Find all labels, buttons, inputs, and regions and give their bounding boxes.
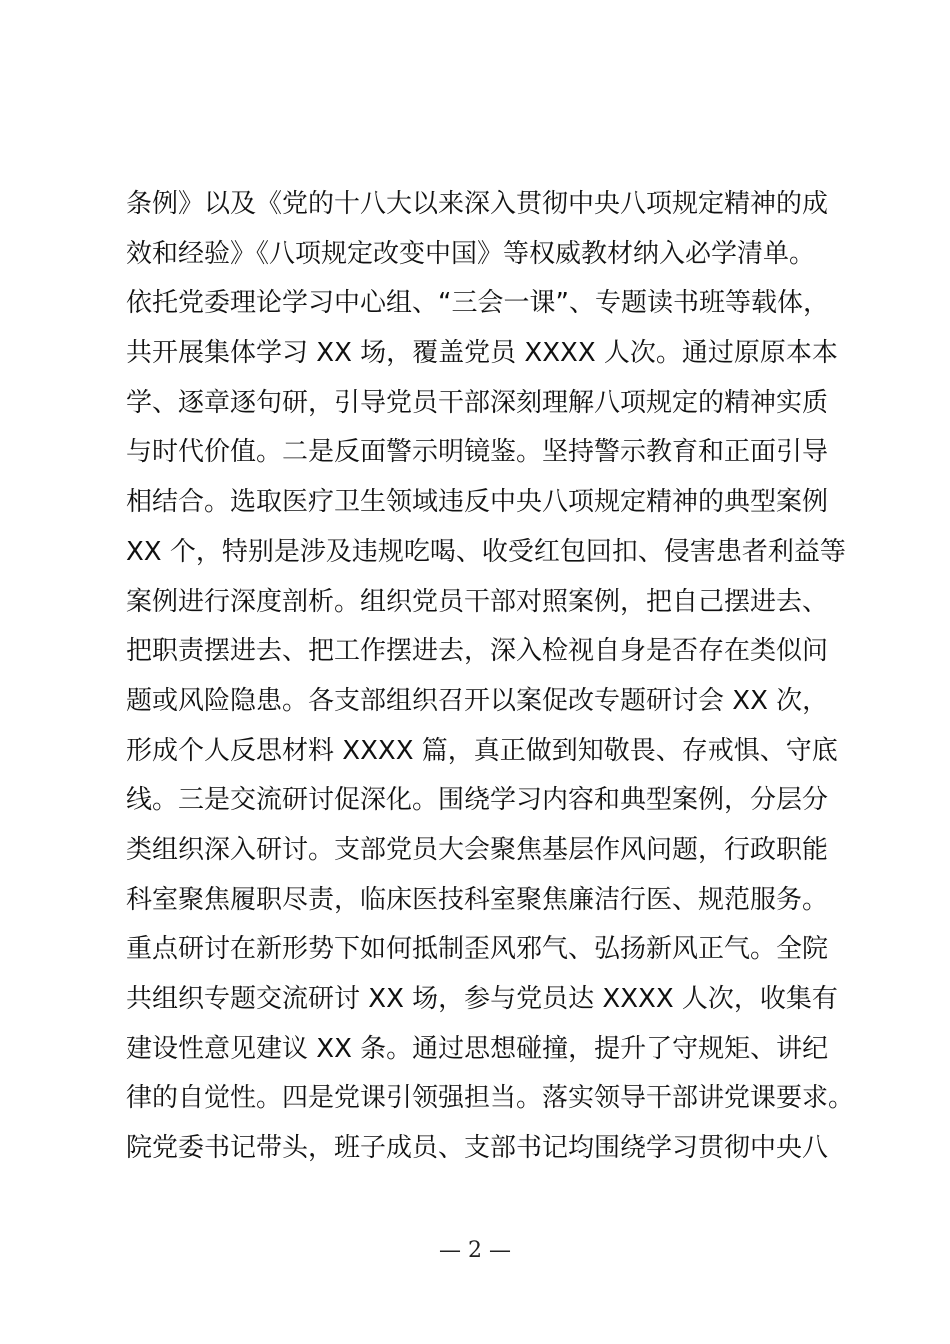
text-line: XX 个，特别是涉及违规吃喝、收受红包回扣、侵害患者利益等	[126, 536, 846, 567]
text-line: 案例进行深度剖析。组织党员干部对照案例，把自己摆进去、	[126, 586, 829, 617]
text-line: 类组织深入研讨。支部党员大会聚焦基层作风问题，行政职能	[126, 834, 829, 865]
text-line: 题或风险隐患。各支部组织召开以案促改专题研讨会 XX 次，	[126, 685, 829, 716]
text-line: 学、逐章逐句研，引导党员干部深刻理解八项规定的精神实质	[126, 387, 829, 418]
text-line: 重点研讨在新形势下如何抵制歪风邪气、弘扬新风正气。全院	[126, 934, 829, 965]
text-line: 条例》以及《党的十八大以来深入贯彻中央八项规定精神的成	[126, 189, 829, 219]
text-line: 共组织专题交流研讨 XX 场，参与党员达 XXXX 人次，收集有	[126, 984, 838, 1014]
body-text	[126, 180, 855, 1174]
text-line: 与时代价值。二是反面警示明镜鉴。坚持警示教育和正面引导	[126, 437, 829, 468]
text-line: 相结合。选取医疗卫生领域违反中央八项规定精神的典型案例	[126, 487, 829, 518]
text-line: 形成个人反思材料 XXXX 篇，真正做到知敬畏、存戒惧、守底	[126, 735, 838, 766]
text-line: 线。三是交流研讨促深化。围绕学习内容和典型案例，分层分	[126, 785, 829, 816]
text-line: 律的自觉性。四是党课引领强担当。落实领导干部讲党课要求。	[126, 1083, 855, 1114]
page-number: — 2 —	[439, 1238, 511, 1263]
text-line: 科室聚焦履职尽责，临床医技科室聚焦廉洁行医、规范服务。	[126, 884, 829, 915]
text-line: 共开展集体学习 XX 场，覆盖党员 XXXX 人次。通过原原本本	[126, 338, 838, 369]
text-line: 院党委书记带头，班子成员、支部书记均围绕学习贯彻中央八	[126, 1133, 829, 1164]
text-line: 把职责摆进去、把工作摆进去，深入检视自身是否存在类似问	[126, 636, 829, 667]
text-line: 建设性意见建议 XX 条。通过思想碰撞，提升了守规矩、讲纪	[126, 1033, 829, 1064]
text-line: 依托党委理论学习中心组、“三会一课”、专题读书班等载体，	[126, 288, 829, 319]
text-line: 效和经验》《八项规定改变中国》等权威教材纳入必学清单。	[126, 238, 816, 269]
